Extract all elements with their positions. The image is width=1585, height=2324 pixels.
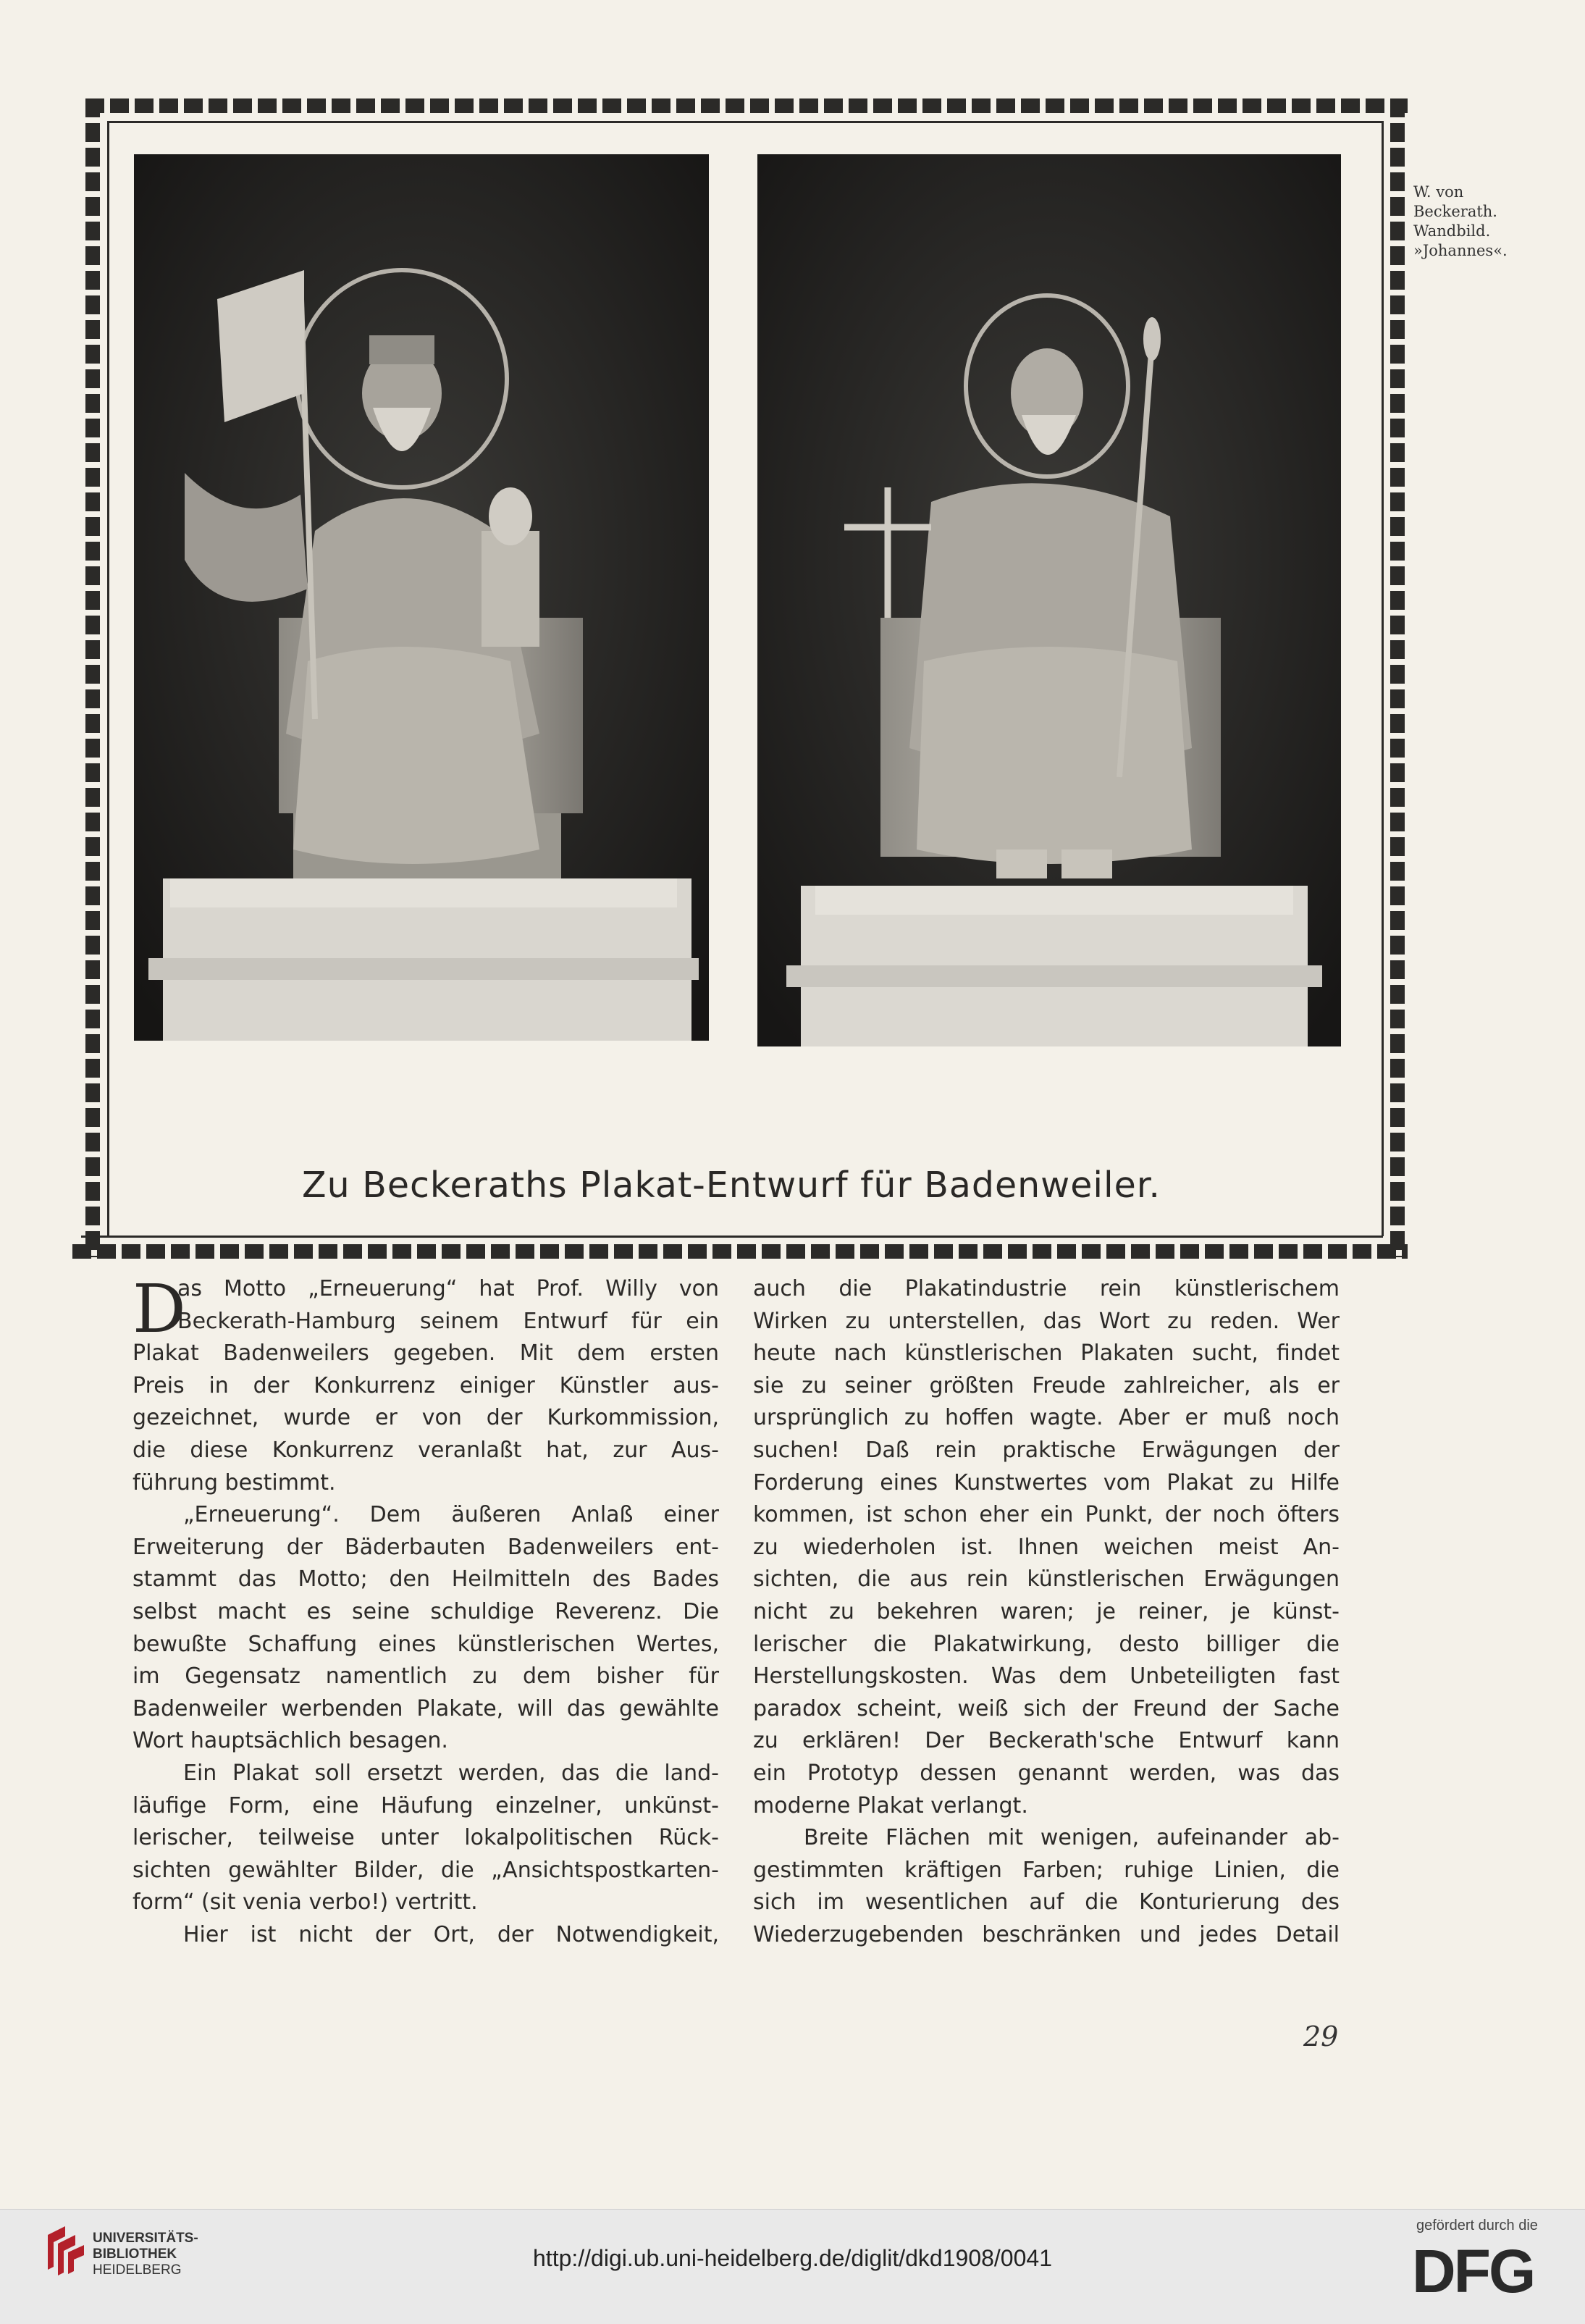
text-line: läufige Form, eine Häufung einzelner, unkünst- bbox=[133, 1792, 719, 1818]
source-url-link[interactable]: http://digi.ub.uni-heidelberg.de/diglit/dkd1908/0041 bbox=[533, 2245, 1052, 2271]
text-line: im Gegensatz namentlich zu dem bisher für bbox=[133, 1664, 719, 1690]
side-caption-line: W. von bbox=[1413, 183, 1464, 201]
text-line: „Erneuerung“. Dem äußeren Anlaß einer bbox=[183, 1502, 719, 1528]
text-line: Forderung eines Kunstwertes vom Plakat zu Hilfe bbox=[753, 1469, 1340, 1496]
frame-inner-top bbox=[109, 121, 1383, 123]
text-line: Breite Flächen mit wenigen, aufeinander ab- bbox=[804, 1825, 1340, 1851]
text-line: Beckerath-Hamburg seinem Entwurf für ein bbox=[177, 1308, 719, 1334]
text-line: lerischer, teilweise unter lokalpolitischen Rück- bbox=[133, 1825, 719, 1851]
text-line: stammt das Motto; den Heilmitteln des Bades bbox=[133, 1566, 719, 1593]
text-line: Badenweiler werbenden Plakate, will das gewählte bbox=[133, 1695, 719, 1721]
text-line: sich im wesentlichen auf die Konturierung des bbox=[753, 1889, 1340, 1916]
side-caption-line: Wandbild. bbox=[1413, 222, 1491, 240]
side-caption-line: Beckerath. bbox=[1413, 203, 1497, 220]
text-line: form“ (sit venia verbo!) vertritt. bbox=[133, 1889, 478, 1916]
text-line: lerischer die Plakatwirkung, desto billiger die bbox=[753, 1631, 1340, 1657]
text-line: Herstellungskosten. Was dem Unbeteiligten fast bbox=[753, 1664, 1340, 1690]
text-line: moderne Plakat verlangt. bbox=[753, 1792, 1028, 1818]
text-line: gestimmten kräftigen Farben; ruhige Linien, die bbox=[753, 1857, 1340, 1883]
text-line: führung bestimmt. bbox=[133, 1469, 336, 1496]
photo-statue-flag bbox=[134, 154, 709, 1041]
text-line: zu erklären! Der Beckerath'sche Entwurf kann bbox=[753, 1728, 1340, 1754]
text-line: auch die Plakatindustrie rein künstlerischem bbox=[753, 1276, 1340, 1301]
article-column-right bbox=[753, 1273, 1340, 1951]
text-line: as Motto „Erneuerung“ hat Prof. Willy von bbox=[177, 1276, 719, 1301]
text-line: Ein Plakat soll ersetzt werden, das die land- bbox=[183, 1760, 719, 1786]
text-line: gezeichnet, wurde er von der Kurkommission, bbox=[133, 1405, 719, 1431]
frame-bottom bbox=[72, 1244, 1408, 1259]
frame-inner-left bbox=[107, 121, 109, 1236]
drop-cap: D bbox=[133, 1270, 186, 1348]
frame-inner-bottom bbox=[81, 1236, 1383, 1238]
text-line: heute nach künstlerischen Plakaten sucht, findet bbox=[753, 1341, 1340, 1367]
text-line: Wirken zu unterstellen, das Wort zu reden. Wer bbox=[753, 1308, 1340, 1334]
text-line: paradox scheint, weiß sich der Freund der Sache bbox=[753, 1695, 1340, 1721]
text-line: die diese Konkurrenz veranlaßt hat, zur Aus- bbox=[133, 1437, 719, 1463]
text-line: nicht zu bekehren waren; je reiner, je künst- bbox=[753, 1598, 1340, 1624]
text-line: sichten, die aus rein künstlerischen Erwägungen bbox=[753, 1566, 1340, 1593]
photo-statue-cross bbox=[757, 154, 1341, 1046]
article-column-left bbox=[133, 1270, 719, 1951]
side-caption-line: »Johannes«. bbox=[1413, 242, 1508, 259]
text-line: Wort hauptsächlich besagen. bbox=[133, 1728, 448, 1754]
text-line: Erweiterung der Bäderbauten Badenweilers ent- bbox=[133, 1534, 719, 1560]
text-line: ein Prototyp dessen genannt werden, was das bbox=[753, 1760, 1340, 1786]
text-line: sie zu seiner größten Freude zahlreicher, als er bbox=[753, 1372, 1340, 1398]
text-line: Hier ist nicht der Ort, der Notwendigkeit, bbox=[183, 1921, 719, 1947]
frame-top bbox=[85, 98, 1408, 113]
funding-label: gefördert durch die bbox=[1416, 2218, 1538, 2233]
library-name-line: UNIVERSITÄTS- bbox=[93, 2231, 198, 2246]
page-number: 29 bbox=[1303, 2021, 1339, 2052]
text-line: bewußte Schaffung eines künstlerischen Wertes, bbox=[133, 1631, 719, 1657]
text-line: Preis in der Konkurrenz einiger Künstler aus- bbox=[133, 1372, 719, 1398]
side-caption bbox=[1413, 183, 1558, 261]
article-title: Zu Beckeraths Plakat-Entwurf für Badenweiler. bbox=[302, 1165, 1161, 1206]
text-line: zu wiederholen ist. Ihnen weichen meist An- bbox=[753, 1534, 1340, 1560]
text-line: sichten gewählter Bilder, die „Ansichtspostkarten- bbox=[133, 1857, 719, 1883]
dfg-logo: DFG bbox=[1412, 2237, 1534, 2305]
text-line: Wiederzugebenden beschränken und jedes Detail bbox=[753, 1921, 1340, 1947]
text-line: ursprünglich zu hoffen wagte. Aber er muß noch bbox=[753, 1405, 1340, 1431]
text-line: Plakat Badenweilers gegeben. Mit dem ersten bbox=[133, 1341, 719, 1367]
library-name-line: BIBLIOTHEK bbox=[93, 2247, 177, 2262]
text-line: selbst macht es seine schuldige Reverenz. Die bbox=[133, 1598, 719, 1624]
text-line: suchen! Daß rein praktische Erwägungen der bbox=[753, 1437, 1340, 1463]
frame-right bbox=[1390, 98, 1405, 1257]
text-line: kommen, ist schon eher ein Punkt, der noch öfters bbox=[753, 1502, 1340, 1528]
frame-left bbox=[85, 98, 100, 1257]
library-name-line: HEIDELBERG bbox=[93, 2262, 182, 2278]
frame-inner-right bbox=[1382, 121, 1384, 1236]
